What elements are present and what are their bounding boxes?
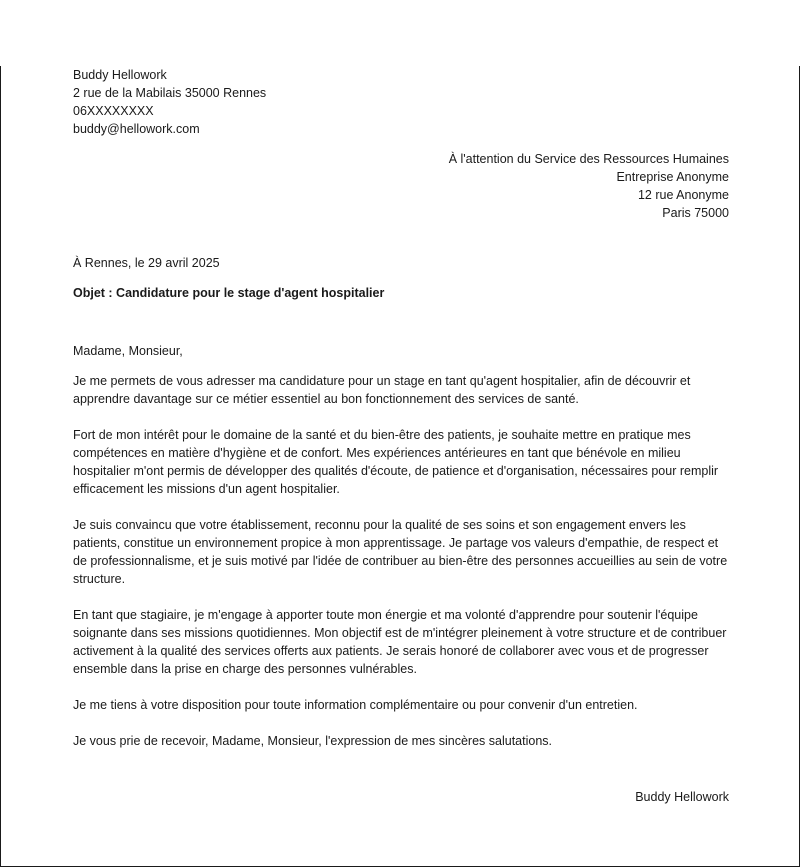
paragraph-closing: Je vous prie de recevoir, Madame, Monsieur, l'expression de mes sincères salutations. [73, 734, 553, 748]
letter-date: À Rennes, le 29 avril 2025 [73, 256, 220, 270]
paragraph-intro: Je me permets de vous adresser ma candidature pour un stage en tant qu'agent hospitalier, afin de découvrir et apprendre davantage sur ce métier essentiel au bon fonctionnement des services de santé. [73, 374, 691, 406]
recipient-block [73, 150, 729, 222]
sender-name: Buddy Hellowork [73, 68, 167, 82]
recipient-city: Paris 75000 [662, 206, 729, 220]
paragraph-establishment: Je suis convaincu que votre établissement, reconnu pour la qualité de ses soins et son engagement envers les patients, constitue un environnement propice à mon apprentissage. Je partage vos valeurs d'empathie, de respect et de professionnalisme, et je suis motivé par l'idée de contribuer au bien-être des personnes accueillies au sein de votre structure. [73, 518, 728, 586]
sender-block [73, 66, 729, 138]
paragraph-commitment: En tant que stagiaire, je m'engage à apporter toute mon énergie et ma volonté d'apprendre pour soutenir l'équipe soignante dans ses missions quotidiennes. Mon objectif est de m'intégrer pleinement à votre structure et de contribuer activement à la qualité des services offerts aux patients. Je serais honoré de collaborer avec vous et de progresser ensemble dans la prise en charge des personnes vulnérables. [73, 608, 727, 676]
recipient-company: Entreprise Anonyme [616, 170, 729, 184]
cover-letter [73, 66, 729, 806]
sender-address: 2 rue de la Mabilais 35000 Rennes [73, 86, 267, 100]
sender-email: buddy@hellowork.com [73, 122, 200, 136]
sender-phone: 06XXXXXXXX [73, 104, 154, 118]
letter-salutation: Madame, Monsieur, [73, 344, 183, 358]
recipient-street: 12 rue Anonyme [637, 188, 729, 202]
letter-subject: Objet : Candidature pour le stage d'agent hospitalier [73, 286, 385, 300]
top-bar [0, 0, 800, 66]
letter-page [0, 66, 800, 867]
letter-signature: Buddy Hellowork [635, 790, 729, 804]
recipient-attention: À l'attention du Service des Ressources Humaines [448, 152, 729, 166]
paragraph-motivation: Fort de mon intérêt pour le domaine de la santé et du bien-être des patients, je souhaite mettre en pratique mes compétences en matière d'hygiène et de confort. Mes expériences antérieures en tant que bénévole en milieu hospitalier m'ont permis de développer des qualités d'écoute, de patience et d'organisation, nécessaires pour remplir efficacement les missions d'un agent hospitalier. [73, 428, 719, 496]
paragraph-availability: Je me tiens à votre disposition pour toute information complémentaire ou pour convenir d'un entretien. [73, 698, 638, 712]
